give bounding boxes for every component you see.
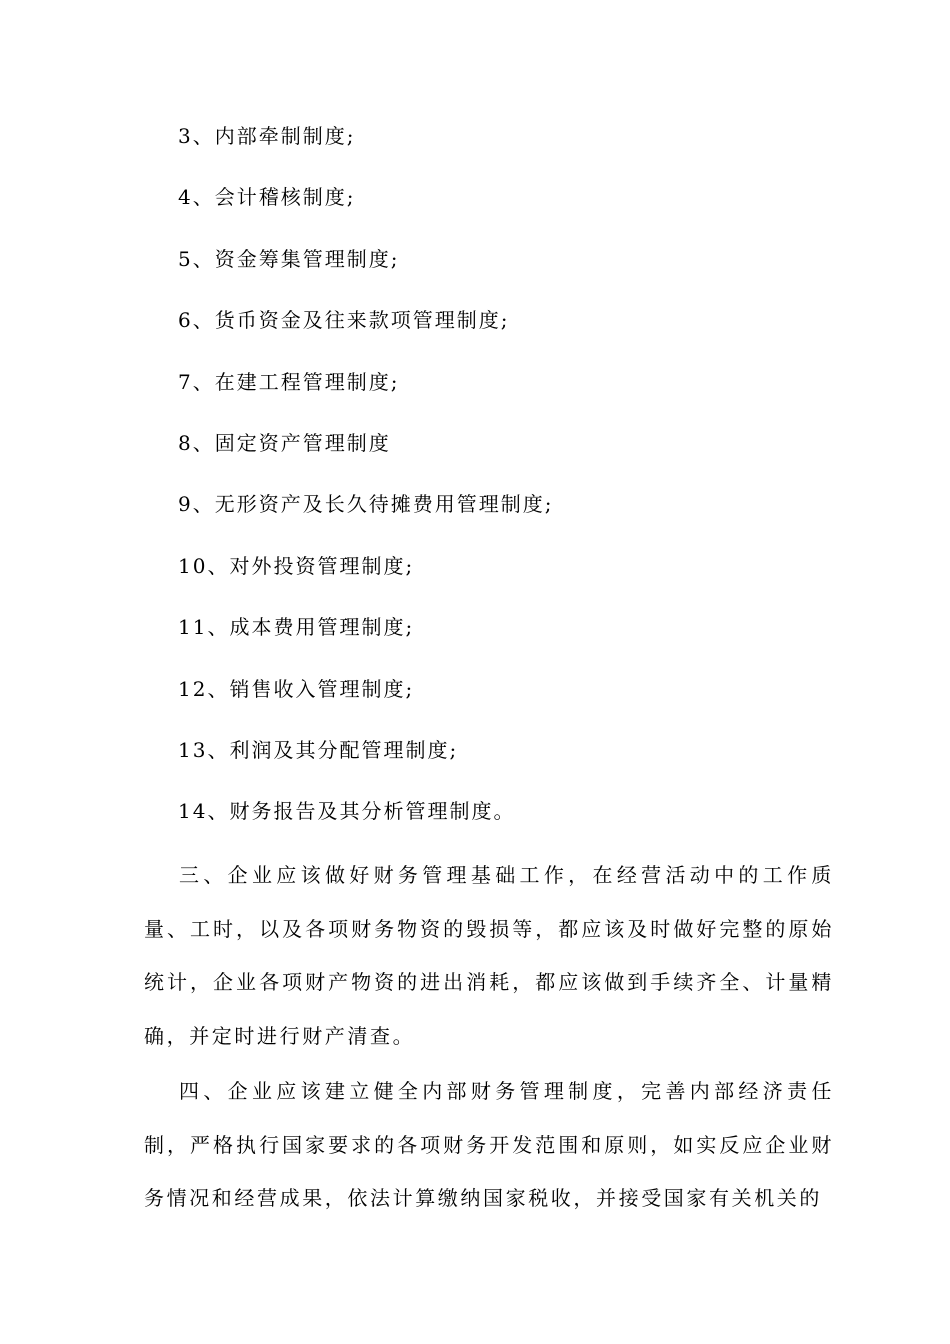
list-item: 6、货币资金及往来款项管理制度; <box>178 308 510 333</box>
list-item: 11、成本费用管理制度; <box>178 615 415 640</box>
list-item: 4、会计稽核制度; <box>178 185 356 210</box>
list-item: 14、财务报告及其分析管理制度。 <box>178 799 516 824</box>
list-item: 13、利润及其分配管理制度; <box>178 737 459 762</box>
list-item: 10、对外投资管理制度; <box>178 553 415 578</box>
paragraph-three: 三、企业应该做好财务管理基础工作，在经营活动中的工作质量、工时，以及各项财务物资的毁损等，都应该及时做好完整的原始统计，企业各项财产物资的进出消耗，都应该做到手续齐全、计量精确，并定时进行财产清查。 <box>144 863 834 1048</box>
list-item: 5、资金筹集管理制度; <box>178 246 400 271</box>
list-item: 7、在建工程管理制度; <box>178 369 400 394</box>
list-item: 12、销售收入管理制度; <box>178 676 415 701</box>
paragraph-four: 四、企业应该建立健全内部财务管理制度，完善内部经济责任制，严格执行国家要求的各项财务开发范围和原则，如实反应企业财务情况和经营成果，依法计算缴纳国家税收，并接受国家有关机关的 <box>144 1079 834 1210</box>
list-item: 9、无形资产及长久待摊费用管理制度; <box>178 492 554 517</box>
list-item: 3、内部牵制制度; <box>178 124 356 148</box>
regulation-list <box>178 118 553 855</box>
list-item: 8、固定资产管理制度 <box>178 430 391 455</box>
